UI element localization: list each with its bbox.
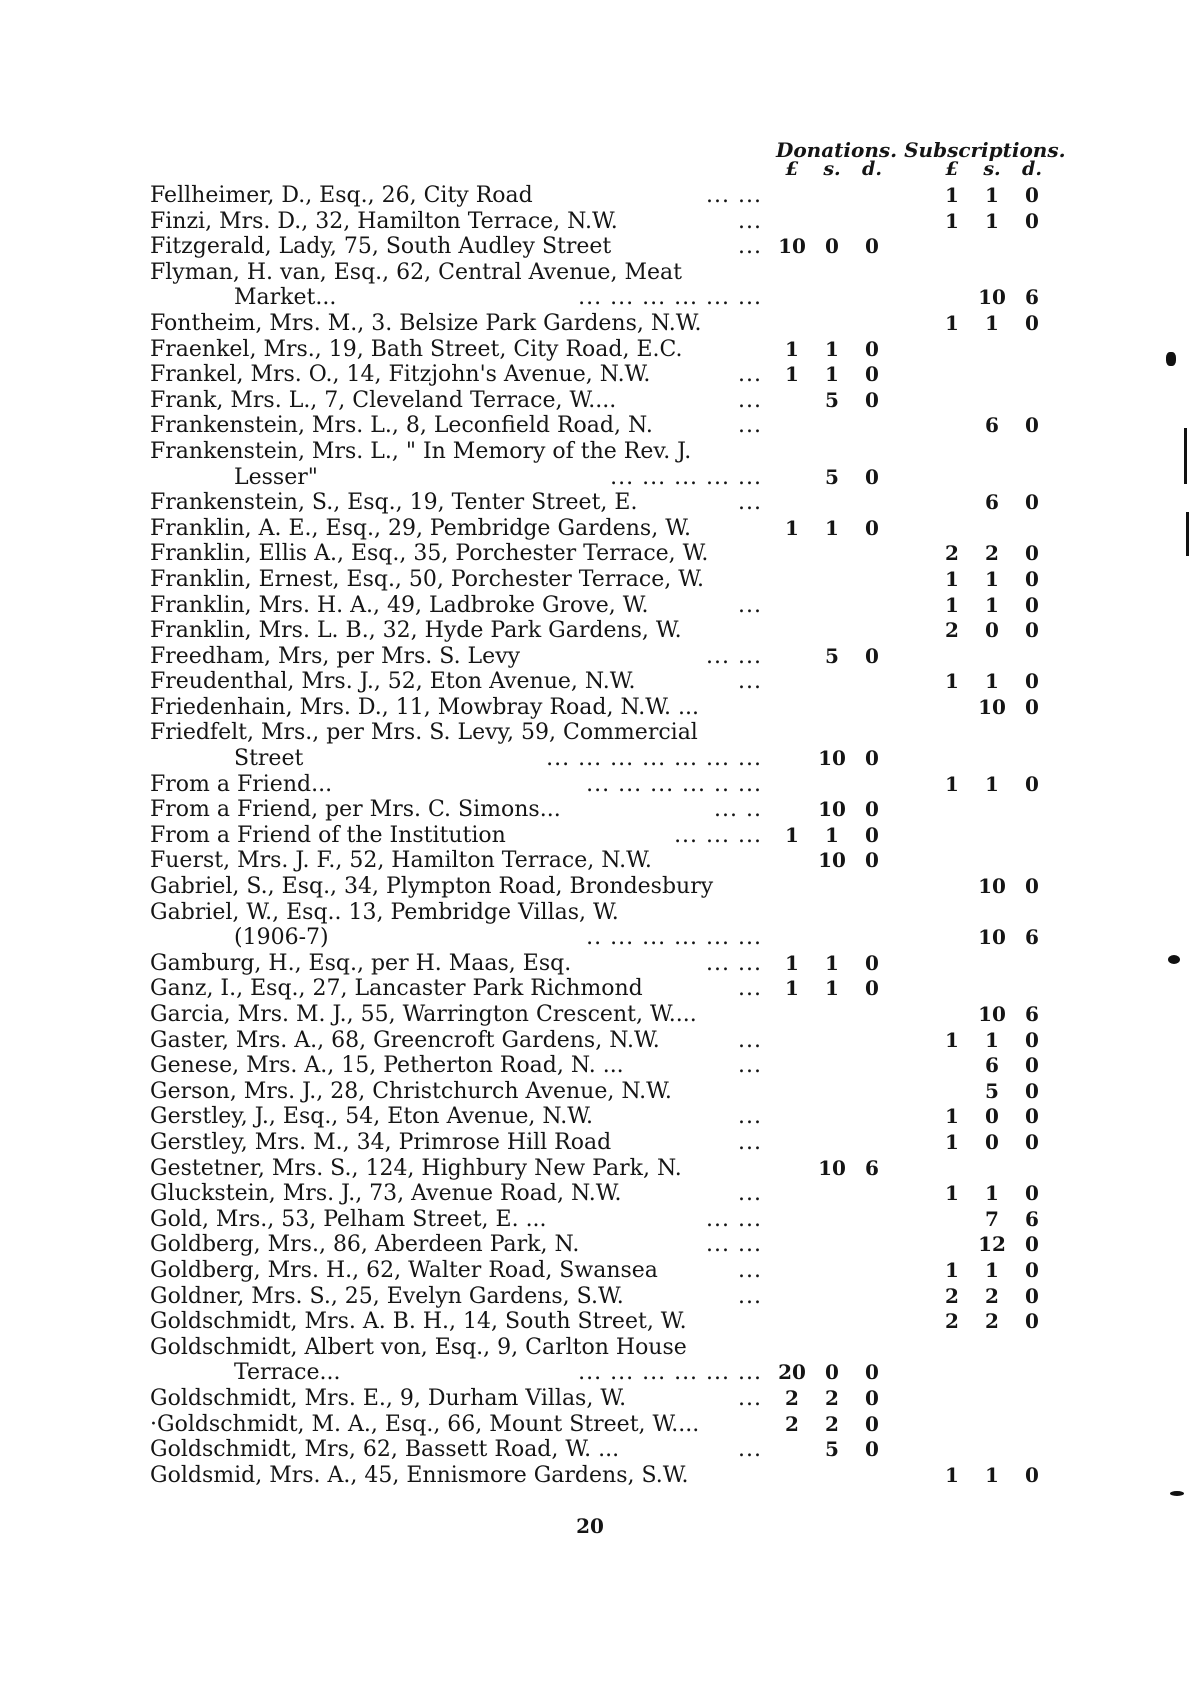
dot-leader: ... (738, 1283, 762, 1309)
list-item (150, 439, 1050, 465)
subscription-pence: 0 (1025, 413, 1039, 438)
dot-leader: ... ... ... ... ... ... ... (546, 746, 762, 772)
donation-shillings: 2 (825, 1411, 839, 1436)
unit-pence-subscriptions: d. (1022, 158, 1042, 180)
dot-leader: ... ... (706, 643, 762, 669)
donation-pence: 0 (865, 822, 879, 847)
subscription-pounds: 1 (945, 592, 959, 617)
list-item (150, 465, 1050, 491)
donor-name: Market... (234, 285, 337, 311)
subscription-pence: 0 (1025, 1053, 1039, 1078)
currency-units-header (770, 158, 1070, 180)
donation-pence: 0 (865, 387, 879, 412)
donor-name: Gaster, Mrs. A., 68, Greencroft Gardens, N.W. (150, 1027, 660, 1053)
dot-leader: ... (738, 592, 762, 618)
donation-pence: 0 (865, 976, 879, 1001)
subscription-shillings: 1 (985, 310, 999, 335)
list-item (150, 1181, 1050, 1207)
donation-shillings: 5 (825, 387, 839, 412)
subscription-shillings: 6 (985, 1053, 999, 1078)
donor-name: From a Friend of the Institution (150, 822, 506, 848)
subscription-shillings: 1 (985, 183, 999, 207)
donor-name: Finzi, Mrs. D., 32, Hamilton Terrace, N.W. (150, 208, 618, 234)
unit-pound-donations: £ (785, 158, 799, 180)
donor-name: Terrace... (234, 1360, 341, 1386)
donation-pence: 0 (865, 746, 879, 771)
subscription-shillings: 10 (978, 874, 1006, 899)
donor-name: Franklin, Ellis A., Esq., 35, Porchester Terrace, W. (150, 541, 709, 567)
subscription-pounds: 1 (945, 1104, 959, 1129)
scan-blot (1168, 955, 1180, 964)
dot-leader: ... ... ... (674, 822, 762, 848)
subscription-shillings: 1 (985, 1181, 999, 1206)
donation-pence: 0 (865, 848, 879, 873)
donation-shillings: 5 (825, 643, 839, 668)
donation-shillings: 1 (825, 336, 839, 361)
dot-leader: ... (738, 669, 762, 695)
subscription-shillings: 7 (985, 1206, 999, 1231)
donor-name: Frankenstein, Mrs. L., 8, Leconfield Road, N. (150, 413, 653, 439)
donation-pence: 0 (865, 1411, 879, 1436)
dot-leader: ... (738, 234, 762, 260)
donor-name: Fontheim, Mrs. M., 3. Belsize Park Gardens, N.W. (150, 310, 702, 336)
list-item (150, 260, 1050, 286)
subscription-pence: 0 (1025, 541, 1039, 566)
subscription-pence: 0 (1025, 1257, 1039, 1282)
donation-shillings: 5 (825, 1437, 839, 1462)
donation-shillings: 10 (818, 797, 846, 822)
list-item (150, 183, 1050, 209)
subscription-pounds: 1 (945, 1129, 959, 1154)
donor-name: Goldschmidt, Mrs. A. B. H., 14, South Street, W. (150, 1309, 687, 1335)
scan-edge-mark (1186, 512, 1189, 556)
dot-leader: ... ... (706, 950, 762, 976)
list-item (150, 1335, 1050, 1361)
donation-shillings: 5 (825, 464, 839, 489)
donor-name: From a Friend... (150, 771, 333, 797)
list-item (150, 1028, 1050, 1054)
subscription-pence: 6 (1025, 925, 1039, 950)
donor-name: Gestetner, Mrs. S., 124, Highbury New Park, N. (150, 1155, 682, 1181)
donor-name: Friedenhain, Mrs. D., 11, Mowbray Road, N.W. ... (150, 694, 700, 720)
subscription-shillings: 10 (978, 1002, 1006, 1026)
subscription-pence: 0 (1025, 1232, 1039, 1257)
list-item (150, 644, 1050, 670)
dot-leader: ... (738, 362, 762, 388)
subscription-pence: 0 (1025, 310, 1039, 335)
list-item (150, 618, 1050, 644)
subscription-pence: 0 (1025, 1129, 1039, 1154)
donation-pounds: 1 (785, 336, 799, 361)
donation-pence: 0 (865, 950, 879, 975)
subscription-pence: 0 (1025, 183, 1039, 207)
donor-name: Fraenkel, Mrs., 19, Bath Street, City Road, E.C. (150, 336, 683, 362)
subscription-pence: 0 (1025, 694, 1039, 719)
subscription-pounds: 1 (945, 1462, 959, 1487)
donation-pence: 0 (865, 643, 879, 668)
dot-leader: .. ... ... ... ... ... (586, 925, 762, 951)
subscription-shillings: 1 (985, 669, 999, 694)
dot-leader: ... ... (706, 1206, 762, 1232)
donation-pounds: 1 (785, 822, 799, 847)
donor-name: Frankenstein, S., Esq., 19, Tenter Street, E. (150, 490, 638, 516)
subscription-shillings: 1 (985, 1027, 999, 1052)
unit-shilling-subscriptions: s. (983, 158, 1001, 180)
subscription-shillings: 10 (978, 694, 1006, 719)
dot-leader: ... (738, 1385, 762, 1411)
list-item (150, 1104, 1050, 1130)
donor-name: Friedfelt, Mrs., per Mrs. S. Levy, 59, Commercial (150, 720, 698, 746)
donation-shillings: 1 (825, 362, 839, 387)
subscription-shillings: 0 (985, 1104, 999, 1129)
subscription-pounds: 2 (945, 618, 959, 643)
list-item (150, 1386, 1050, 1412)
donor-name: Frank, Mrs. L., 7, Cleveland Terrace, W.... (150, 387, 617, 413)
subscription-pence: 6 (1025, 1206, 1039, 1231)
list-item (150, 669, 1050, 695)
dot-leader: ... .. (714, 797, 762, 823)
donor-name: Genese, Mrs. A., 15, Petherton Road, N. ... (150, 1053, 624, 1079)
subscription-pence: 0 (1025, 592, 1039, 617)
subscription-pounds: 2 (945, 1283, 959, 1308)
dot-leader: ... ... ... ... .. ... (586, 771, 762, 797)
donation-pounds: 1 (785, 515, 799, 540)
subscription-pounds: 1 (945, 310, 959, 335)
donation-pence: 0 (865, 464, 879, 489)
list-item (150, 1437, 1050, 1463)
unit-pound-subscriptions: £ (945, 158, 959, 180)
list-item (150, 1207, 1050, 1233)
list-item (150, 1156, 1050, 1182)
donor-name: Garcia, Mrs. M. J., 55, Warrington Crescent, W.... (150, 1002, 697, 1027)
subscription-shillings: 6 (985, 413, 999, 438)
subscription-pounds: 2 (945, 1309, 959, 1334)
unit-pence-donations: d. (862, 158, 882, 180)
subscription-pounds: 1 (945, 183, 959, 207)
donor-name: ·Goldschmidt, M. A., Esq., 66, Mount Street, W.... (150, 1411, 700, 1437)
dot-leader: ... (738, 1027, 762, 1053)
dot-leader: ... (738, 208, 762, 234)
list-item (150, 593, 1050, 619)
list-item (150, 516, 1050, 542)
donation-pence: 6 (865, 1155, 879, 1180)
list-item (150, 209, 1050, 235)
list-item (150, 976, 1050, 1002)
list-item (150, 490, 1050, 516)
list-item (150, 1002, 1050, 1028)
subscription-shillings: 0 (985, 618, 999, 643)
subscription-pounds: 1 (945, 669, 959, 694)
subscription-shillings: 1 (985, 1257, 999, 1282)
donor-name: Goldsmid, Mrs. A., 45, Ennismore Gardens, S.W. (150, 1462, 689, 1488)
list-item (150, 285, 1050, 311)
subscription-shillings: 1 (985, 592, 999, 617)
list-item (150, 1053, 1050, 1079)
subscriptions-header: Subscriptions. (904, 138, 1066, 162)
donor-name: Fitzgerald, Lady, 75, South Audley Street (150, 234, 612, 260)
list-item (150, 567, 1050, 593)
scan-blot (1170, 1491, 1184, 1496)
dot-leader: ... (738, 387, 762, 413)
donor-name: Frankenstein, Mrs. L., " In Memory of the Rev. J. (150, 438, 692, 464)
donor-name: Goldberg, Mrs., 86, Aberdeen Park, N. (150, 1232, 580, 1258)
subscription-pence: 0 (1025, 874, 1039, 899)
donation-pence: 0 (865, 1437, 879, 1462)
dot-leader: ... (738, 1053, 762, 1079)
list-item (150, 951, 1050, 977)
donor-name: Gerstley, J., Esq., 54, Eton Avenue, N.W. (150, 1104, 593, 1130)
subscription-pence: 0 (1025, 1462, 1039, 1487)
list-item (150, 388, 1050, 414)
donor-name: Fellheimer, D., Esq., 26, City Road (150, 183, 533, 208)
subscription-shillings: 1 (985, 208, 999, 233)
subscription-pounds: 1 (945, 208, 959, 233)
donor-name: Fuerst, Mrs. J. F., 52, Hamilton Terrace, N.W. (150, 848, 652, 874)
dot-leader: ... ... ... ... ... ... (578, 285, 762, 311)
list-item (150, 1360, 1050, 1386)
donor-name: Gabriel, W., Esq.. 13, Pembridge Villas, W. (150, 899, 619, 925)
list-item (150, 848, 1050, 874)
list-item (150, 234, 1050, 260)
subscription-pence: 0 (1025, 618, 1039, 643)
subscription-shillings: 6 (985, 490, 999, 515)
subscription-shillings: 0 (985, 1129, 999, 1154)
donation-shillings: 0 (825, 1360, 839, 1385)
subscription-pounds: 1 (945, 771, 959, 796)
donor-name: Ganz, I., Esq., 27, Lancaster Park Richmond (150, 976, 643, 1002)
donor-name: (1906-7) (234, 925, 329, 951)
list-item (150, 746, 1050, 772)
donation-pence: 0 (865, 515, 879, 540)
unit-shilling-donations: s. (823, 158, 841, 180)
subscription-pence: 0 (1025, 1078, 1039, 1103)
donation-pence: 0 (865, 1360, 879, 1385)
donor-name: Gluckstein, Mrs. J., 73, Avenue Road, N.W. (150, 1181, 622, 1207)
donor-name: Flyman, H. van, Esq., 62, Central Avenue, Meat (150, 259, 682, 285)
subscription-pence: 0 (1025, 1283, 1039, 1308)
donations-header: Donations. (776, 138, 898, 162)
list-item (150, 311, 1050, 337)
subscription-shillings: 2 (985, 541, 999, 566)
dot-leader: ... (738, 413, 762, 439)
donor-name: Street (234, 746, 304, 772)
subscription-shillings: 10 (978, 925, 1006, 950)
subscription-pounds: 1 (945, 1257, 959, 1282)
subscription-pence: 0 (1025, 771, 1039, 796)
donor-name: From a Friend, per Mrs. C. Simons... (150, 797, 561, 823)
donation-shillings: 0 (825, 234, 839, 259)
list-item (150, 797, 1050, 823)
donor-name: Frankel, Mrs. O., 14, Fitzjohn's Avenue, N.W. (150, 362, 651, 388)
donor-name: Franklin, A. E., Esq., 29, Pembridge Gardens, W. (150, 515, 691, 541)
list-item (150, 772, 1050, 798)
subscription-shillings: 10 (978, 285, 1006, 310)
donation-pounds: 1 (785, 362, 799, 387)
donor-name: Goldberg, Mrs. H., 62, Walter Road, Swansea (150, 1257, 658, 1283)
donor-name: Goldner, Mrs. S., 25, Evelyn Gardens, S.W. (150, 1283, 624, 1309)
donor-name: Franklin, Mrs. L. B., 32, Hyde Park Gardens, W. (150, 618, 682, 644)
donor-name: Gabriel, S., Esq., 34, Plympton Road, Brondesbury (150, 874, 714, 900)
subscription-shillings: 2 (985, 1309, 999, 1334)
donation-pence: 0 (865, 234, 879, 259)
subscription-pounds: 1 (945, 1027, 959, 1052)
list-item (150, 337, 1050, 363)
scan-blot (1166, 352, 1176, 366)
subscription-pence: 0 (1025, 1027, 1039, 1052)
subscription-shillings: 12 (978, 1232, 1006, 1257)
donor-name: Franklin, Mrs. H. A., 49, Ladbroke Grove, W. (150, 592, 649, 618)
list-item (150, 823, 1050, 849)
subscription-pence: 0 (1025, 566, 1039, 591)
subscription-pence: 6 (1025, 1002, 1039, 1026)
donation-shillings: 1 (825, 822, 839, 847)
subscription-shillings: 1 (985, 1462, 999, 1487)
donor-name: Lesser" (234, 464, 318, 490)
donation-shillings: 1 (825, 950, 839, 975)
donation-shillings: 10 (818, 848, 846, 873)
donor-name: Gerson, Mrs. J., 28, Christchurch Avenue, N.W. (150, 1078, 672, 1104)
donor-name: Goldschmidt, Albert von, Esq., 9, Carlton House (150, 1334, 687, 1360)
donor-name: Goldschmidt, Mrs, 62, Bassett Road, W. ... (150, 1437, 620, 1463)
list-item (150, 1284, 1050, 1310)
dot-leader: ... (738, 490, 762, 516)
list-item (150, 900, 1050, 926)
donation-shillings: 2 (825, 1385, 839, 1410)
donor-name: Goldschmidt, Mrs. E., 9, Durham Villas, W. (150, 1385, 627, 1411)
donation-pence: 0 (865, 1385, 879, 1410)
donation-pounds: 20 (778, 1360, 806, 1385)
subscription-pounds: 1 (945, 566, 959, 591)
list-item (150, 541, 1050, 567)
subscription-shillings: 1 (985, 771, 999, 796)
donation-shillings: 10 (818, 746, 846, 771)
dot-leader: ... ... (706, 1232, 762, 1258)
donation-pounds: 2 (785, 1411, 799, 1436)
list-item (150, 925, 1050, 951)
donor-name: Gold, Mrs., 53, Pelham Street, E. ... (150, 1206, 547, 1232)
subscription-pence: 0 (1025, 1309, 1039, 1334)
donation-pounds: 10 (778, 234, 806, 259)
scan-edge-mark (1184, 428, 1187, 484)
list-item (150, 1258, 1050, 1284)
donor-name: Freudenthal, Mrs. J., 52, Eton Avenue, N.W. (150, 669, 636, 695)
donor-name: Franklin, Ernest, Esq., 50, Porchester Terrace, W. (150, 566, 704, 592)
list-item (150, 1412, 1050, 1438)
dot-leader: ... (738, 1104, 762, 1130)
list-item (150, 1463, 1050, 1489)
subscription-pounds: 1 (945, 1181, 959, 1206)
subscription-pence: 0 (1025, 1181, 1039, 1206)
subscription-pence: 0 (1025, 1104, 1039, 1129)
donation-pounds: 1 (785, 950, 799, 975)
donation-shillings: 10 (818, 1155, 846, 1180)
donation-pence: 0 (865, 797, 879, 822)
page-number: 20 (576, 1514, 604, 1538)
subscription-shillings: 1 (985, 566, 999, 591)
dot-leader: ... (738, 1257, 762, 1283)
list-item (150, 1309, 1050, 1335)
subscription-shillings: 2 (985, 1283, 999, 1308)
list-item (150, 362, 1050, 388)
donation-pounds: 2 (785, 1385, 799, 1410)
list-item (150, 1130, 1050, 1156)
dot-leader: ... ... ... ... ... (610, 464, 762, 490)
dot-leader: ... (738, 1129, 762, 1155)
list-item (150, 1079, 1050, 1105)
donation-shillings: 1 (825, 515, 839, 540)
donation-shillings: 1 (825, 976, 839, 1001)
donation-pence: 0 (865, 336, 879, 361)
donor-name: Gamburg, H., Esq., per H. Maas, Esq. (150, 950, 572, 976)
donation-pence: 0 (865, 362, 879, 387)
subscription-pence: 0 (1025, 208, 1039, 233)
dot-leader: ... ... (706, 183, 762, 208)
donor-name: Gerstley, Mrs. M., 34, Primrose Hill Road (150, 1129, 612, 1155)
dot-leader: ... ... ... ... ... ... (578, 1360, 762, 1386)
list-item (150, 874, 1050, 900)
subscription-pence: 0 (1025, 490, 1039, 515)
list-item (150, 695, 1050, 721)
donation-pounds: 1 (785, 976, 799, 1001)
dot-leader: ... (738, 976, 762, 1002)
donor-name: Freedham, Mrs, per Mrs. S. Levy (150, 643, 521, 669)
dot-leader: ... (738, 1181, 762, 1207)
list-item (150, 413, 1050, 439)
donor-list (150, 183, 1050, 1488)
dot-leader: ... (738, 1437, 762, 1463)
list-item (150, 1232, 1050, 1258)
list-item (150, 720, 1050, 746)
subscription-shillings: 5 (985, 1078, 999, 1103)
subscription-pence: 6 (1025, 285, 1039, 310)
subscription-pence: 0 (1025, 669, 1039, 694)
subscription-pounds: 2 (945, 541, 959, 566)
